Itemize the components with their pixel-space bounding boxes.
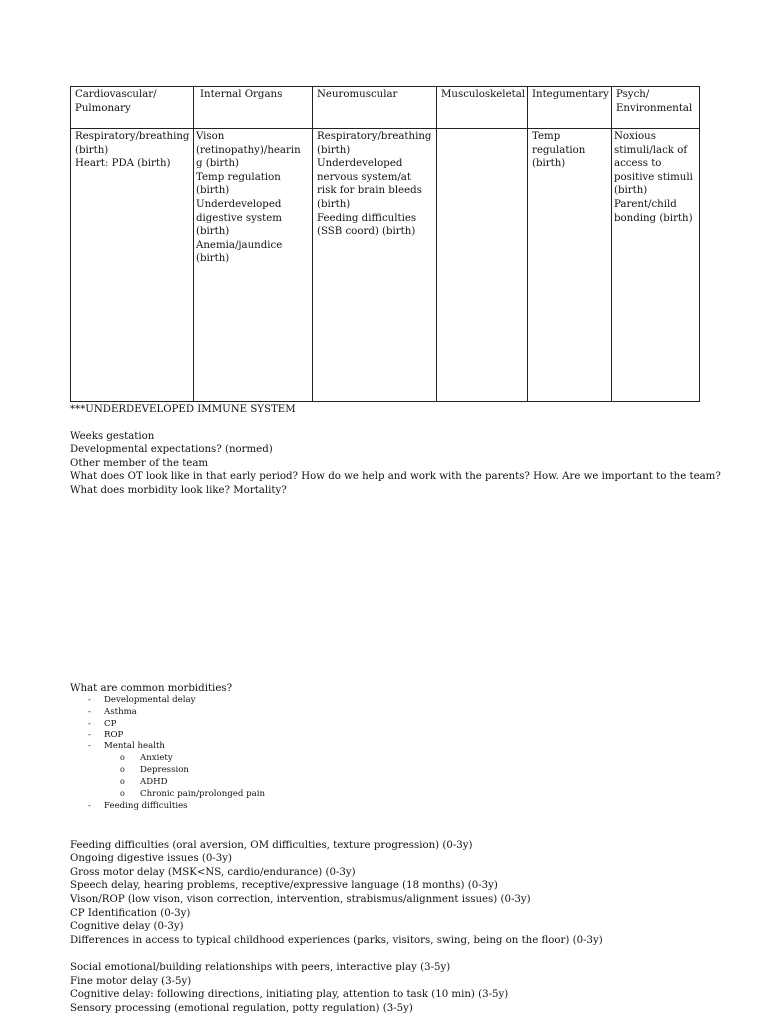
sub-list-item-label: Anxiety (140, 753, 173, 763)
cell-internal-organs: Vison (retinopathy)/hearin g (birth) Temp regulation (birth) Underdeveloped digestive system (birth) Anemia/jaundice (birth) (194, 129, 313, 402)
header-integumentary: Integumentary (528, 87, 612, 129)
age-3-5-line: Cognitive delay: following directions, initiating play, attention to task (10 min) (3-5y) (70, 989, 509, 1000)
bullet-circle: o (120, 765, 125, 774)
bullet-circle: o (120, 777, 125, 786)
note-line: Weeks gestation (70, 431, 155, 442)
age-0-3-line: Cognitive delay (0-3y) (70, 921, 184, 932)
bullet-dash: - (88, 707, 91, 717)
age-0-3-line: Feeding difficulties (oral aversion, OM difficulties, texture progression) (0-3y) (70, 840, 473, 851)
bullet-dash: - (88, 801, 91, 811)
list-item-label: Feeding difficulties (104, 801, 188, 811)
age-0-3-line: Ongoing digestive issues (0-3y) (70, 853, 232, 864)
header-musculoskeletal: Musculoskeletal (437, 87, 528, 129)
list-item-label: Asthma (104, 707, 137, 717)
immune-note: ***UNDERDEVELOPED IMMUNE SYSTEM (70, 404, 296, 415)
age-3-5-line: Social emotional/building relationships with peers, interactive play (3-5y) (70, 962, 451, 973)
list-item-label: Mental health (104, 741, 165, 751)
age-0-3-line: Gross motor delay (MSK<NS, cardio/endurance) (0-3y) (70, 867, 356, 878)
table-header-row (71, 87, 700, 129)
sub-list-item-label: Depression (140, 765, 189, 775)
age-0-3-line: CP Identification (0-3y) (70, 908, 191, 919)
cell-cardiovascular: Respiratory/breathing (birth) Heart: PDA (birth) (71, 129, 194, 402)
list-item-label: Developmental delay (104, 695, 196, 705)
header-psych-environmental: Psych/ Environmental (612, 87, 700, 129)
list-item-label: ROP (104, 730, 124, 740)
cell-psych-environmental: Noxious stimuli/lack of access to positive stimuli (birth) Parent/child bonding (birth) (612, 129, 700, 402)
bullet-circle: o (120, 753, 125, 762)
note-line: Developmental expectations? (normed) (70, 444, 273, 455)
sub-list-item-label: ADHD (140, 777, 168, 787)
bullet-dash: - (88, 730, 91, 740)
cell-integumentary: Temp regulation (birth) (528, 129, 612, 402)
body-systems-table (70, 86, 700, 402)
bullet-dash: - (88, 741, 91, 751)
age-0-3-line: Vison/ROP (low vison, vison correction, intervention, strabismus/alignment issues) (0-3y) (70, 894, 531, 905)
morbidities-heading: What are common morbidities? (70, 683, 233, 694)
list-item-label: CP (104, 719, 117, 729)
header-neuromuscular: Neuromuscular (313, 87, 437, 129)
note-line: What does morbidity look like? Mortality? (70, 485, 287, 496)
age-3-5-line: Sensory processing (emotional regulation, potty regulation) (3-5y) (70, 1003, 413, 1014)
note-line: What does OT look like in that early period? How do we help and work with the parents? How. Are we important to the team? (70, 471, 721, 482)
age-0-3-line: Differences in access to typical childhood experiences (parks, visitors, swing, being on the floor) (0-3y) (70, 935, 603, 946)
bullet-dash: - (88, 719, 91, 729)
age-0-3-line: Speech delay, hearing problems, receptive/expressive language (18 months) (0-3y) (70, 880, 498, 891)
cell-musculoskeletal (437, 129, 528, 402)
cell-neuromuscular: Respiratory/breathing (birth) Underdeveloped nervous system/at risk for brain bleeds (birth) Feeding difficulties (SSB coord) (birth) (313, 129, 437, 402)
age-3-5-line: Fine motor delay (3-5y) (70, 976, 192, 987)
table-row (71, 129, 700, 402)
header-cardiovascular: Cardiovascular/ Pulmonary (71, 87, 194, 129)
bullet-dash: - (88, 695, 91, 705)
note-line: Other member of the team (70, 458, 209, 469)
sub-list-item-label: Chronic pain/prolonged pain (140, 789, 265, 799)
bullet-circle: o (120, 789, 125, 798)
header-internal-organs: Internal Organs (194, 87, 313, 129)
